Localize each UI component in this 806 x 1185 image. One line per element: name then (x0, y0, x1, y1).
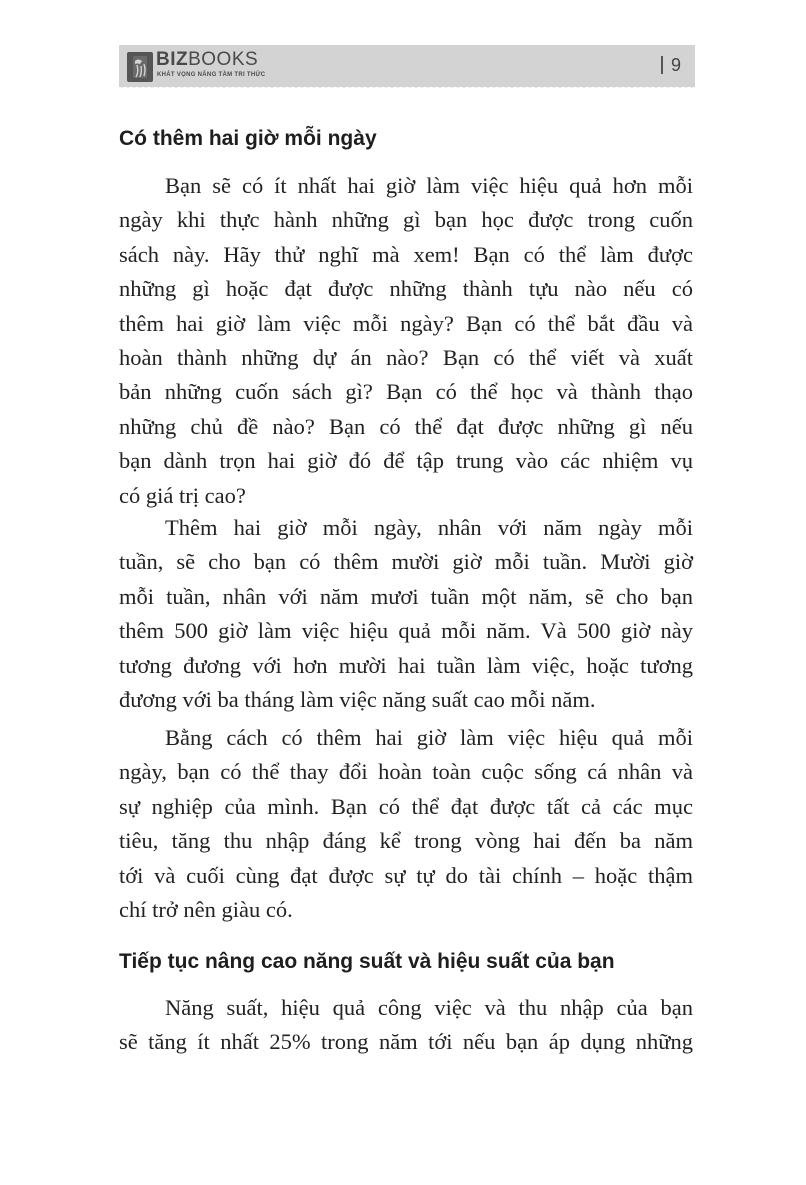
section-heading: Tiếp tục nâng cao năng suất và hiệu suất của bạn (119, 950, 615, 973)
paragraph-line: ngày, bạn có thể thay đổi hoàn toàn cuộc sống cá nhân và (119, 759, 693, 785)
paragraph-line: bạn dành trọn hai giờ đó để tập trung vào các nhiệm vụ (119, 448, 693, 474)
paragraph-line: tới và cuối cùng đạt được sự tự do tài chính – hoặc thậm (119, 862, 693, 888)
paragraph-line: tuần, sẽ cho bạn có thêm mười giờ mỗi tuần. Mười giờ (119, 549, 693, 575)
paragraph-line: sẽ tăng ít nhất 25% trong năm tới nếu bạn áp dụng những (119, 1029, 693, 1055)
paragraph-line: ngày khi thực hành những gì bạn học được trong cuốn (119, 207, 693, 233)
paragraph-line: bản những cuốn sách gì? Bạn có thể học và thành thạo (119, 379, 693, 405)
paragraph-line: tiêu, tăng thu nhập đáng kể trong vòng hai đến ba năm (119, 828, 693, 854)
paragraph-line: những gì hoặc đạt được những thành tựu nào nếu có (119, 276, 693, 302)
paragraph-line: đương với ba tháng làm việc năng suất cao mỗi năm. (119, 687, 596, 712)
paragraph-line: Năng suất, hiệu quả công việc và thu nhập của bạn (165, 995, 693, 1020)
paragraph-line: tương đương với hơn mười hai tuần làm việc, hoặc tương (119, 652, 693, 678)
section-heading: Có thêm hai giờ mỗi ngày (119, 127, 377, 150)
brand-logo-text: BIZBOOKS (156, 49, 259, 70)
paragraph-line: thêm 500 giờ làm việc hiệu quả mỗi năm. Và 500 giờ này (119, 618, 693, 644)
paragraph-line: thêm hai giờ làm việc mỗi ngày? Bạn có thể bắt đầu và (119, 310, 693, 336)
paragraph-line: hoàn thành những dự án nào? Bạn có thể viết và xuất (119, 345, 693, 370)
paragraph-line: chí trở nên giàu có. (119, 897, 293, 922)
header-scalloped-edge (119, 85, 695, 90)
paragraph-line: sự nghiệp của mình. Bạn có thể đạt được tất cả các mục (119, 793, 693, 819)
paragraph-line: sách này. Hãy thử nghĩ mà xem! Bạn có thể làm được (119, 241, 693, 267)
paragraph-line: những chủ đề nào? Bạn có thể đạt được những gì nếu (119, 413, 693, 439)
paragraph-line: Thêm hai giờ mỗi ngày, nhân với năm ngày mỗi (165, 515, 693, 540)
book-reader-icon (127, 52, 153, 82)
page-number-value: 9 (670, 55, 681, 75)
running-header (119, 45, 695, 87)
paragraph-line: Bằng cách có thêm hai giờ làm việc hiệu quả mỗi (165, 725, 693, 750)
paragraph-line: Bạn sẽ có ít nhất hai giờ làm việc hiệu quả hơn mỗi (165, 173, 693, 198)
page-number (661, 55, 681, 75)
separator (661, 56, 663, 74)
brand-tagline: KHÁT VỌNG NÂNG TẦM TRI THỨC (157, 72, 266, 78)
paragraph-line: mỗi tuần, nhân với năm mươi tuần một năm, sẽ cho bạn (119, 583, 693, 609)
paragraph-line: có giá trị cao? (119, 482, 246, 508)
